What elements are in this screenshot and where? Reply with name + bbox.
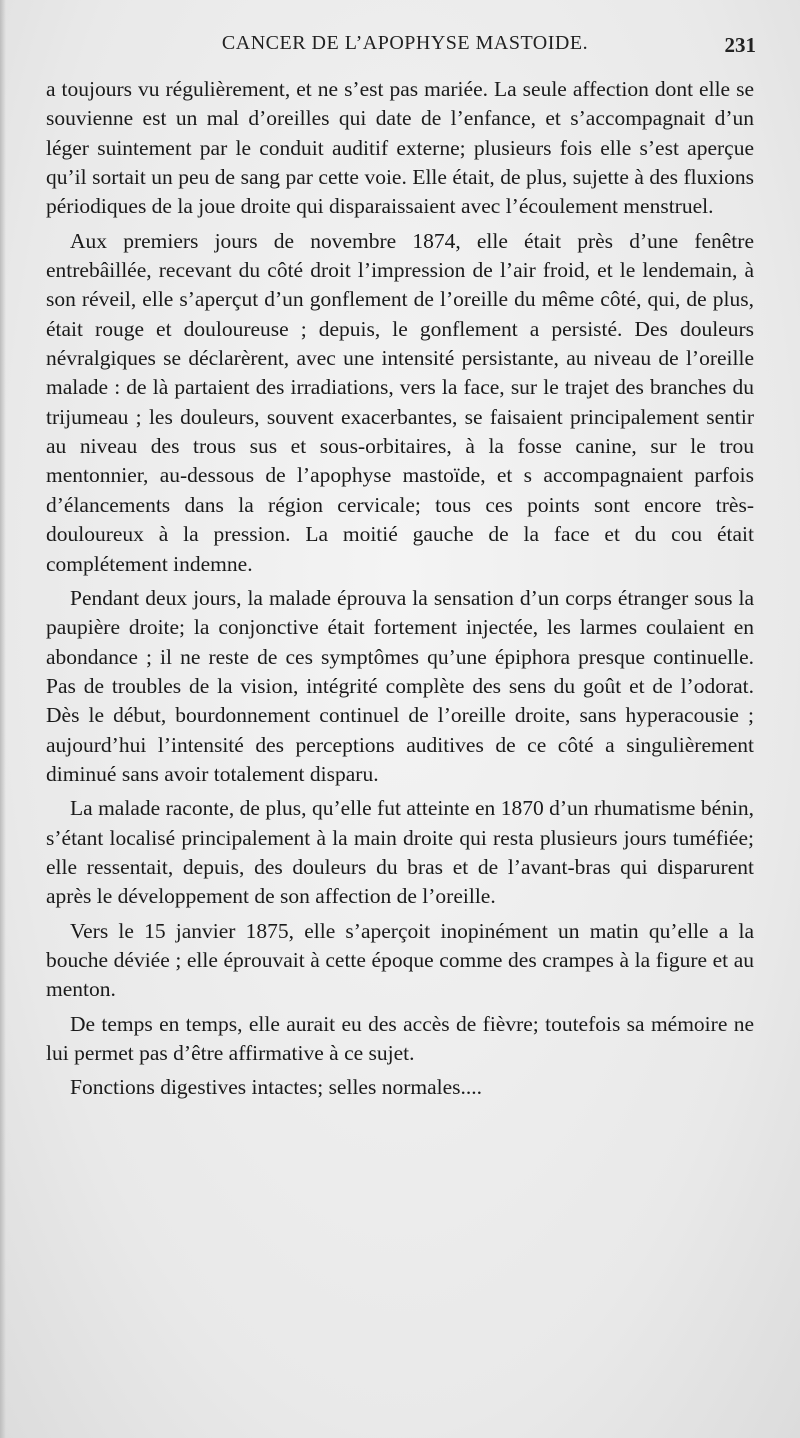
paragraph: La malade raconte, de plus, qu’elle fut atteinte en 1870 d’un rhumatisme bénin, s’étant localisé principalement à la main droite qui resta plusieurs jours tuméfiée; elle ressentait, depuis, des douleurs du bras et de l’avant-bras qui disparurent après le développement de son affection de l’oreille. — [46, 796, 754, 909]
page-number: 231 — [724, 33, 756, 57]
paragraph: Aux premiers jours de novembre 1874, elle était près d’une fenêtre entrebâillée, recevant du côté droit l’impression de l’air froid, et le lendemain, à son réveil, elle s’aperçut d’un gonflement de l’oreille du même côté, qui, de plus, était rouge et douloureuse ; depuis, le gonflement a persisté. Des douleurs névralgiques se déclarèrent, avec une intensité persistante, au niveau de l’oreille malade : de là partaient des irradiations, vers la face, sur le trajet des branches du trijumeau ; les douleurs, souvent exacerbantes, se faisaient principalement sentir au niveau des trous sus et sous-orbitaires, à la fosse canine, sur le trou mentonnier, au-dessous de l’apophyse mastoïde, et s accompagnaient parfois d’élancements dans la région cervicale; tous ces points sont encore très-douloureux à la pression. La moitié gauche de la face et du cou était complétement indemne. — [46, 228, 754, 576]
paragraph: Vers le 15 janvier 1875, elle s’aperçoit inopinément un matin qu’elle a la bouche déviée ; elle éprouvait à cette époque comme des crampes à la figure et au menton. — [46, 918, 754, 1002]
page-edge-shadow — [0, 0, 6, 1438]
paragraph: a toujours vu régulièrement, et ne s’est pas mariée. La seule affection dont elle se souvienne est un mal d’oreilles qui date de l’enfance, et s’accompagnait d’un léger suintement par le conduit auditif externe; plusieurs fois elle s’est aperçue qu’il sortait un peu de sang par cette voie. Elle était, de plus, sujette à des fluxions périodiques de la joue droite qui disparaissaient avec l’écoulement menstruel. — [46, 77, 754, 219]
running-title: CANCER DE L’APOPHYSE MASTOIDE. — [221, 32, 589, 54]
body-text — [46, 75, 754, 1108]
paragraph: De temps en temps, elle aurait eu des accès de fièvre; toutefois sa mémoire ne lui permet pas d’être affirmative à ce sujet. — [46, 1011, 754, 1065]
page-header — [40, 32, 770, 62]
paragraph: Fonctions digestives intactes; selles normales.... — [70, 1075, 483, 1100]
paragraph: Pendant deux jours, la malade éprouva la sensation d’un corps étranger sous la paupière droite; la conjonctive était fortement injectée, les larmes coulaient en abondance ; il ne reste de ces symptômes qu’une épiphora presque continuelle. Pas de troubles de la vision, intégrité complète des sens du goût et de l’odorat. Dès le début, bourdonnement continuel de l’oreille droite, sans hyperacousie ; aujourd’hui l’intensité des perceptions auditives de ce côté a singulièrement diminué sans avoir totalement disparu. — [46, 585, 754, 786]
